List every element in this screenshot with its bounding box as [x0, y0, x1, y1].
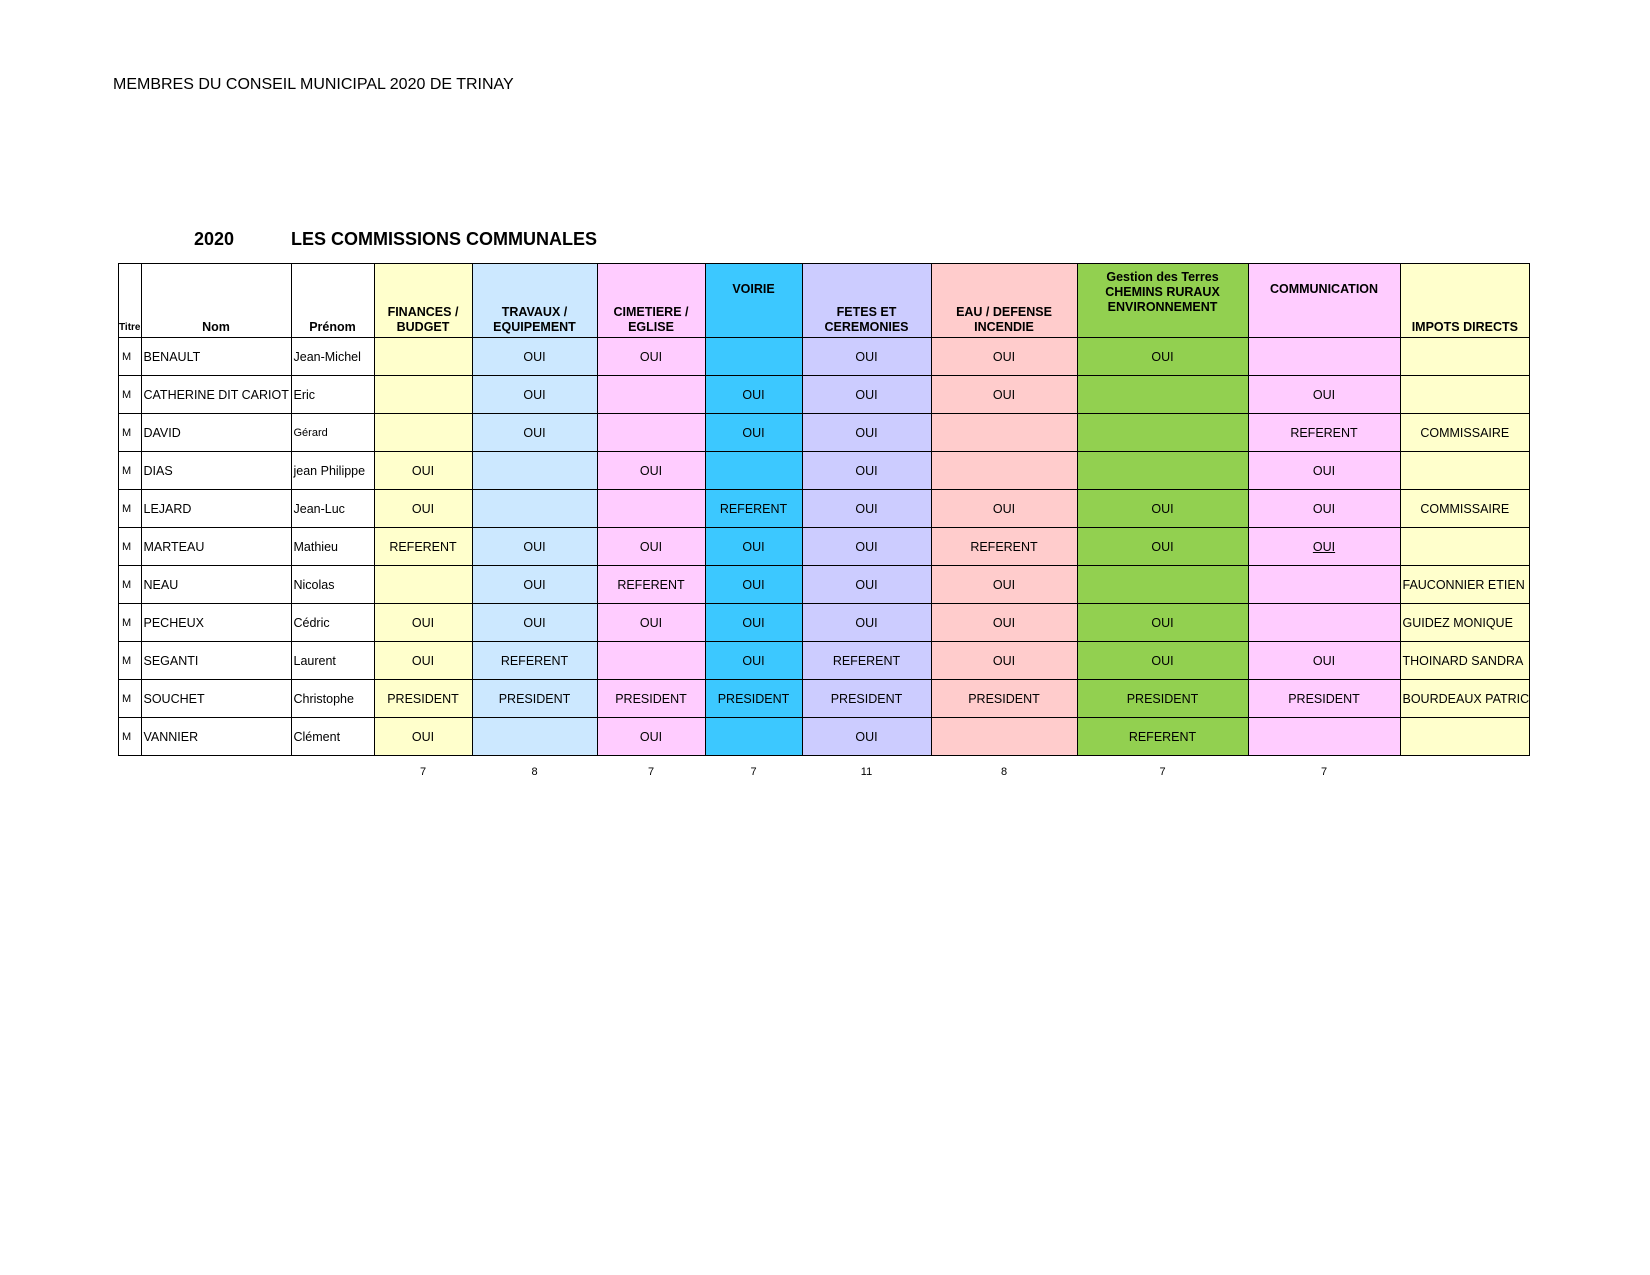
table-row [119, 566, 1530, 604]
cell-nom: DIAS [141, 452, 291, 490]
total-fetes: 11 [860, 766, 873, 778]
cell-cimetiere: OUI [597, 604, 705, 642]
header-fetes: FETES ET CEREMONIES [802, 264, 931, 338]
cell-nom: NEAU [141, 566, 291, 604]
cell-gestion: OUI [1077, 604, 1248, 642]
cell-cimetiere [597, 642, 705, 680]
cell-fetes: OUI [802, 604, 931, 642]
cell-nom: MARTEAU [141, 528, 291, 566]
cell-voirie: OUI [705, 566, 802, 604]
cell-communication [1248, 566, 1400, 604]
header-eau: EAU / DEFENSE INCENDIE [931, 264, 1077, 338]
cell-voirie: OUI [705, 414, 802, 452]
cell-eau: OUI [931, 490, 1077, 528]
total-gestion: 7 [1159, 766, 1166, 778]
cell-titre: M [119, 718, 142, 756]
cell-eau: REFERENT [931, 528, 1077, 566]
cell-voirie: OUI [705, 376, 802, 414]
cell-communication: OUI [1248, 490, 1400, 528]
total-eau: 8 [1000, 766, 1008, 778]
cell-cimetiere: OUI [597, 718, 705, 756]
cell-impots [1400, 338, 1530, 376]
header-cimetiere: CIMETIERE / EGLISE [597, 264, 705, 338]
cell-cimetiere: OUI [597, 338, 705, 376]
cell-nom: BENAULT [141, 338, 291, 376]
cell-cimetiere [597, 490, 705, 528]
header-titre: Titre [119, 264, 142, 338]
cell-eau: OUI [931, 566, 1077, 604]
cell-titre: M [119, 452, 142, 490]
cell-gestion: OUI [1077, 338, 1248, 376]
cell-voirie: REFERENT [705, 490, 802, 528]
cell-travaux [472, 490, 597, 528]
cell-fetes: OUI [802, 414, 931, 452]
cell-communication: OUI [1248, 376, 1400, 414]
cell-impots: THOINARD SANDRA [1400, 642, 1530, 680]
header-travaux: TRAVAUX / EQUIPEMENT [472, 264, 597, 338]
cell-voirie: OUI [705, 528, 802, 566]
header-communication: COMMUNICATION [1248, 264, 1400, 338]
cell-communication: OUI [1248, 642, 1400, 680]
cell-finances [374, 338, 472, 376]
cell-eau [931, 414, 1077, 452]
cell-voirie [705, 718, 802, 756]
cell-cimetiere: OUI [597, 528, 705, 566]
cell-finances: OUI [374, 452, 472, 490]
total-impots [1400, 756, 1530, 789]
cell-impots [1400, 452, 1530, 490]
cell-travaux: OUI [472, 566, 597, 604]
header-row [119, 264, 1530, 338]
table-row [119, 490, 1530, 528]
cell-impots [1400, 376, 1530, 414]
table-row [119, 338, 1530, 376]
cell-voirie [705, 452, 802, 490]
cell-finances [374, 566, 472, 604]
cell-fetes: OUI [802, 718, 931, 756]
cell-eau [931, 452, 1077, 490]
cell-gestion [1077, 452, 1248, 490]
cell-gestion: PRESIDENT [1077, 680, 1248, 718]
cell-titre: M [119, 414, 142, 452]
cell-fetes: OUI [802, 528, 931, 566]
cell-nom: SOUCHET [141, 680, 291, 718]
cell-nom: CATHERINE DIT CARIOT [141, 376, 291, 414]
cell-impots: BOURDEAUX PATRIC [1400, 680, 1530, 718]
cell-prenom: Gérard [291, 414, 374, 452]
cell-finances [374, 376, 472, 414]
cell-titre: M [119, 642, 142, 680]
cell-eau: OUI [931, 376, 1077, 414]
cell-fetes: PRESIDENT [802, 680, 931, 718]
cell-finances: OUI [374, 642, 472, 680]
cell-nom: PECHEUX [141, 604, 291, 642]
cell-communication: OUI [1248, 452, 1400, 490]
cell-titre: M [119, 338, 142, 376]
cell-finances: OUI [374, 490, 472, 528]
cell-prenom: Nicolas [291, 566, 374, 604]
cell-fetes: OUI [802, 338, 931, 376]
cell-voirie [705, 338, 802, 376]
cell-gestion: OUI [1077, 528, 1248, 566]
totals-row [119, 756, 1530, 789]
cell-fetes: OUI [802, 452, 931, 490]
cell-titre: M [119, 566, 142, 604]
cell-impots: FAUCONNIER ETIEN [1400, 566, 1530, 604]
cell-fetes: OUI [802, 376, 931, 414]
cell-titre: M [119, 376, 142, 414]
cell-travaux: OUI [472, 604, 597, 642]
cell-titre: M [119, 528, 142, 566]
cell-travaux: OUI [472, 376, 597, 414]
cell-prenom: Mathieu [291, 528, 374, 566]
cell-cimetiere: PRESIDENT [597, 680, 705, 718]
cell-travaux [472, 452, 597, 490]
cell-travaux: OUI [472, 414, 597, 452]
cell-prenom: Laurent [291, 642, 374, 680]
cell-impots: GUIDEZ MONIQUE [1400, 604, 1530, 642]
cell-finances [374, 414, 472, 452]
cell-gestion [1077, 376, 1248, 414]
cell-prenom: Cédric [291, 604, 374, 642]
cell-voirie: OUI [705, 642, 802, 680]
table-row [119, 604, 1530, 642]
cell-communication [1248, 338, 1400, 376]
cell-titre: M [119, 604, 142, 642]
cell-travaux: OUI [472, 338, 597, 376]
table-row [119, 528, 1530, 566]
cell-fetes: OUI [802, 490, 931, 528]
table-row [119, 642, 1530, 680]
cell-gestion: OUI [1077, 490, 1248, 528]
cell-eau: OUI [931, 604, 1077, 642]
table-row [119, 452, 1530, 490]
cell-communication [1248, 604, 1400, 642]
cell-prenom: Clément [291, 718, 374, 756]
total-travaux: 8 [531, 766, 538, 778]
cell-gestion: REFERENT [1077, 718, 1248, 756]
cell-prenom: jean Philippe [291, 452, 374, 490]
cell-communication: REFERENT [1248, 414, 1400, 452]
table-body [119, 338, 1530, 756]
cell-communication: OUI [1248, 528, 1400, 566]
cell-eau: PRESIDENT [931, 680, 1077, 718]
document-title: MEMBRES DU CONSEIL MUNICIPAL 2020 DE TRINAY [113, 76, 514, 93]
header-finances: FINANCES / BUDGET [374, 264, 472, 338]
section-title: LES COMMISSIONS COMMUNALES [291, 229, 598, 249]
cell-impots [1400, 718, 1530, 756]
cell-prenom: Jean-Luc [291, 490, 374, 528]
cell-gestion: OUI [1077, 642, 1248, 680]
header-prenom: Prénom [291, 264, 374, 338]
cell-impots: COMMISSAIRE [1400, 490, 1530, 528]
total-cimetiere: 7 [647, 766, 655, 778]
cell-prenom: Jean-Michel [291, 338, 374, 376]
table-row [119, 414, 1530, 452]
cell-finances: PRESIDENT [374, 680, 472, 718]
year-label: 2020 [194, 229, 235, 249]
cell-prenom: Eric [291, 376, 374, 414]
cell-travaux: OUI [472, 528, 597, 566]
total-communication: 7 [1320, 766, 1328, 778]
cell-eau: OUI [931, 642, 1077, 680]
header-nom: Nom [141, 264, 291, 338]
cell-travaux [472, 718, 597, 756]
cell-finances: REFERENT [374, 528, 472, 566]
cell-nom: DAVID [141, 414, 291, 452]
header-voirie: VOIRIE [705, 264, 802, 338]
table-row [119, 680, 1530, 718]
header-gestion: Gestion des Terres CHEMINS RURAUX ENVIRONNEMENT [1077, 264, 1248, 338]
cell-communication [1248, 718, 1400, 756]
cell-prenom: Christophe [291, 680, 374, 718]
cell-communication: PRESIDENT [1248, 680, 1400, 718]
cell-titre: M [119, 490, 142, 528]
cell-impots: COMMISSAIRE [1400, 414, 1530, 452]
cell-impots [1400, 528, 1530, 566]
cell-cimetiere [597, 376, 705, 414]
cell-finances: OUI [374, 604, 472, 642]
cell-cimetiere [597, 414, 705, 452]
cell-gestion [1077, 566, 1248, 604]
cell-travaux: PRESIDENT [472, 680, 597, 718]
cell-titre: M [119, 680, 142, 718]
cell-fetes: REFERENT [802, 642, 931, 680]
cell-finances: OUI [374, 718, 472, 756]
cell-eau [931, 718, 1077, 756]
cell-cimetiere: REFERENT [597, 566, 705, 604]
cell-nom: LEJARD [141, 490, 291, 528]
cell-eau: OUI [931, 338, 1077, 376]
cell-nom: SEGANTI [141, 642, 291, 680]
header-impots: IMPOTS DIRECTS [1400, 264, 1530, 338]
cell-gestion [1077, 414, 1248, 452]
table-row [119, 376, 1530, 414]
total-voirie: 7 [750, 766, 757, 778]
table-row [119, 718, 1530, 756]
total-finances: 7 [419, 766, 427, 778]
commissions-table [118, 263, 1530, 788]
cell-nom: VANNIER [141, 718, 291, 756]
cell-voirie: OUI [705, 604, 802, 642]
cell-fetes: OUI [802, 566, 931, 604]
cell-cimetiere: OUI [597, 452, 705, 490]
cell-travaux: REFERENT [472, 642, 597, 680]
cell-voirie: PRESIDENT [705, 680, 802, 718]
